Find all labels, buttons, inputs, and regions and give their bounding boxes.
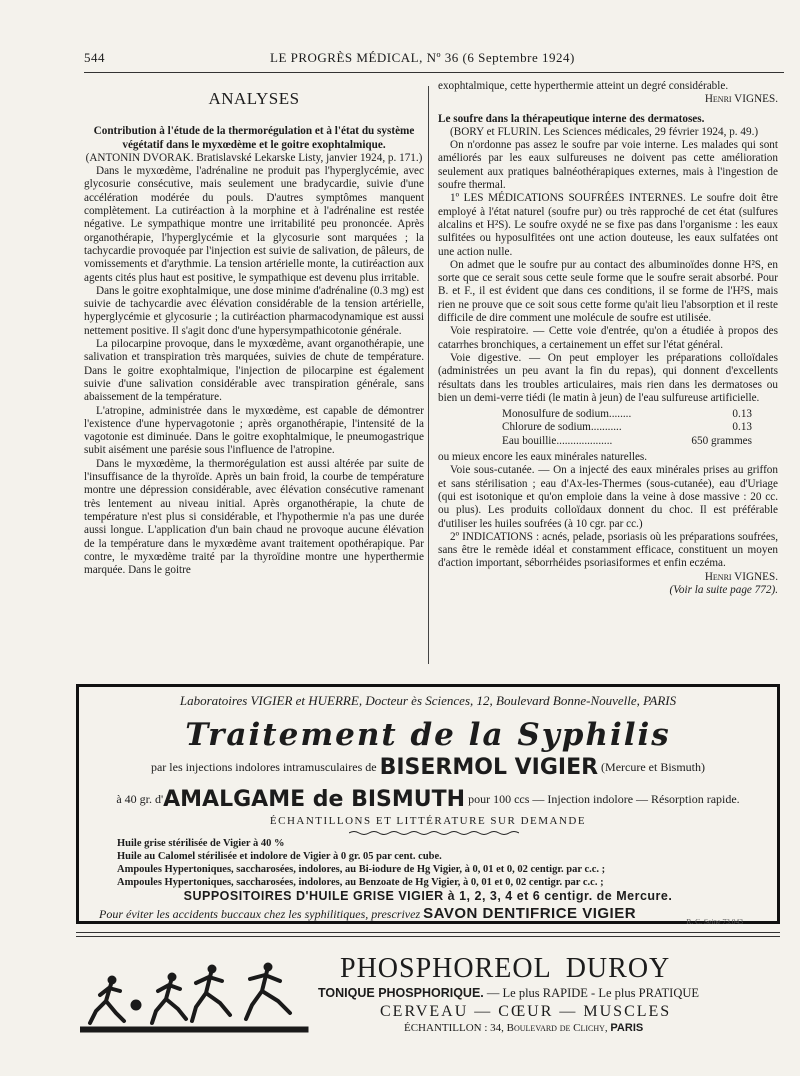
separator-rule bbox=[76, 932, 780, 933]
ad-duroy-title bbox=[340, 953, 670, 985]
article-title-thermoregulation: Contribution à l'étude de la thermorégulation et à l'état du système végétatif dans le myxœdème et le goitre exophtalmique. bbox=[93, 125, 415, 151]
ad-laboratory-line: Laboratoires VIGIER et HUERRE, Docteur ès Sciences, 12, Boulevard Bonne-Nouvelle, PARIS bbox=[179, 693, 677, 708]
paragraph: Voie digestive. — On peut employer les préparations colloïdales (administrées un peu avant la fin du repas), qui donnent d'excellents résultats dans les troubles articulaires, mais rien dans les dermatoses ou bien un demi-verre tiédi (le matin à jeun) de l'eau sulfureuse artificielle. bbox=[438, 351, 778, 404]
section-title: ANALYSES bbox=[208, 89, 300, 108]
product-item: Huile grise stérilisée de Vigier à 40 % bbox=[117, 838, 285, 849]
registration-code: R. C. Seine 73.043 bbox=[686, 917, 743, 926]
product-item: Ampoules Hypertoniques, saccharosées, indolores, au Bi-iodure de Hg Vigier, à 0, 01 et 0, 02 centigr. par c.c. ; bbox=[117, 864, 606, 875]
ad-duroy-tagline: TONIQUE PHOSPHORIQUE. — Le plus RAPIDE - Le plus PRATIQUE bbox=[318, 986, 700, 1000]
paragraph: 1º LES MÉDICATIONS SOUFRÉES INTERNES. Le soufre doit être employé à l'état naturel (soufre pur) ou très rapproché de cet état (sulfures alcalins et H²S). Le soufre oxydé ne se fixe pas dans l'organisme : les eaux sulfitées ou hyposulfitées ont une action douteuse, les eaux sulfatées ont une action nulle. bbox=[438, 192, 778, 258]
ad-suppositoires-line: SUPPOSITOIRES D'HUILE GRISE VIGIER à 1, 2, 3, 4 et 6 centigr. de Mercure. bbox=[183, 889, 673, 903]
paragraph: La pilocarpine provoque, dans le myxœdème, avant organothérapie, une salivation et transpiration très marquées, suivies de chute de température. Dans le goitre exophtalmique, l'injection de pilocarpine est également suivie d'une salivation considérable avec transpiration générale, sans abaissement de la température. bbox=[84, 338, 424, 404]
continuation-text: exophtalmique, cette hyperthermie atteint un degré considérable. bbox=[438, 80, 729, 92]
left-column bbox=[84, 86, 424, 577]
right-column bbox=[438, 80, 778, 597]
separator-rule bbox=[76, 936, 780, 937]
paragraph: Dans le myxœdème, la thermorégulation est aussi altérée par suite de l'insuffisance de la thyroïde. Après un bain froid, la courbe de température montre une dépression considérable, avec élévation consécutive ramenant très lentement au niveau initial. Après organothérapie, la chute de température n'est plus si considérable, et l'hypothermie n'a pas une durée aussi longue. L'application d'un bain chaud ne provoque aucune élévation de la température dans le myxœdème avant traitement opothérapique. Par contre, le myxœdème traité par la thyroïdine montre une hyperthermie marquée. Dans le goitre bbox=[84, 457, 424, 577]
brand-bisermol: BISERMOL VIGIER bbox=[379, 755, 599, 780]
ad-amalgame-line: à 40 gr. d'AMALGAME de BISMUTH pour 100 ccs — Injection indolore — Résorption rapide. bbox=[116, 787, 740, 812]
ad-samples-line: ÉCHANTILLONS ET LITTÉRATURE SUR DEMANDE bbox=[269, 815, 587, 827]
ad-product-list bbox=[117, 837, 605, 889]
formula-row: Eau bouillie.................... 650 grammes bbox=[502, 434, 752, 447]
column-divider bbox=[428, 86, 429, 664]
paragraph: On admet que le soufre pur au contact des albuminoïdes donne H²S, en sorte que ce serait sous cette seule forme que le soufre serait absorbé. Pour B. et F., il est évident que dans ces conditions, il se forme de l'H²S, mais rien ne prouve que ce soit sous cette forme qu'ait lieu l'absorption et il reste difficile de dire comment une molécule de soufre est utilisée. bbox=[438, 258, 778, 325]
journal-title: LE PROGRÈS MÉDICAL, Nº 36 (6 Septembre 1924) bbox=[270, 50, 575, 65]
wavy-rule-ornament bbox=[349, 830, 519, 836]
brand-phosphoreol: PHOSPHOREOL bbox=[340, 953, 552, 984]
ad-savon-line: Pour éviter les accidents buccaux chez les syphilitiques, prescrivez SAVON DENTIFRICE VIGIER bbox=[99, 905, 637, 922]
formula-row: Monosulfure de sodium........ 0.13 bbox=[502, 408, 752, 421]
brand-amalgame: AMALGAME de BISMUTH bbox=[163, 787, 466, 812]
product-item: Huile au Calomel stérilisée et indolore de Vigier à 0 gr. 05 par cent. cube. bbox=[117, 851, 442, 862]
advertisement-vigier bbox=[76, 684, 780, 924]
article-title-soufre: Le soufre dans la thérapeutique interne des dermatoses. bbox=[438, 112, 705, 125]
author-signature: Henri VIGNES. bbox=[704, 570, 778, 583]
page-number: 544 bbox=[84, 50, 105, 65]
paragraph: On n'ordonne pas assez le soufre par voie interne. Les malades qui sont améliorés par les eaux sulfureuses ne doivent pas cette amélioration seulement aux pratiques balnéothérapiques externes, mais à l'ingestion de soufre thermal. bbox=[438, 139, 778, 192]
formula-row: Chlorure de sodium........... 0.13 bbox=[502, 421, 752, 434]
ad-headline: Traitement de la Syphilis bbox=[185, 717, 671, 753]
product-item: Ampoules Hypertoniques, saccharosées, indolores, au Benzoate de Hg Vigier, à 0, 01 et 0, 02 centigr. par c.c. ; bbox=[117, 877, 604, 888]
running-head bbox=[84, 50, 774, 70]
paragraph: 2º INDICATIONS : acnés, pelade, psoriasis où les préparations soufrées, sans être le remède idéal et constamment efficace, constituent un moyen d'action important, séborrhéides psoriasiformes et enfin eczéma. bbox=[438, 530, 778, 570]
author-signature: Henri VIGNES. bbox=[704, 93, 778, 106]
paragraph: Voie sous-cutanée. — On a injecté des eaux minérales prises au griffon et sans stérilisation ; eau d'Ax-les-Thermes (sous-cutanée), eau d'Uriage (qui est isotonique et qu'on emploie dans la veine à dose massive : 20 cc. ou plus). Les produits colloïdaux donnent du choc. Il est préférable d'utiliser les huiles soufrées (à 10 cgr. par cc.) bbox=[438, 464, 778, 530]
header-rule bbox=[84, 72, 784, 73]
continued-note: (Voir la suite page 772). bbox=[669, 583, 778, 596]
runners-illustration-icon bbox=[80, 955, 310, 1035]
brand-savon: SAVON DENTIFRICE VIGIER bbox=[423, 905, 637, 922]
ad-duroy-address: ÉCHANTILLON : 34, Boulevard de Clichy, PARIS bbox=[404, 1022, 644, 1034]
paragraph: Dans le myxœdème, l'adrénaline ne produit pas l'hyperglycémie, avec glycosurie consécutive, mais seulement une bradycardie, suivie d'une accélération modérée du pouls. D'autres symptômes manquent complètement. La cutiréaction à la morphine et à l'adrénaline est restée négative. Le sympathique montre une irritabilité peu prononcée. Après organothérapie, l'hyperglycémie et la glycosurie sont marquées ; la tachycardie provoquée par l'injection est suivie de salivation, de pâleurs, de vomissements et d'arythmie. La tension artérielle monte, la cutiréaction aux agents cités plus haut est positive, le sympathique est devenu plus irritable. bbox=[84, 165, 424, 284]
ad-bisermol-line: par les injections indolores intramusculaires de BISERMOL VIGIER (Mercure et Bismuth) bbox=[150, 755, 706, 780]
paragraph: ou mieux encore les eaux minérales naturelles. bbox=[438, 451, 648, 464]
article-citation: (BORY et FLURIN. Les Sciences médicales, 29 février 1924, p. 49.) bbox=[450, 125, 759, 138]
paragraph: Voie respiratoire. — Cette voie d'entrée, qu'on a étudiée à propos des catarrhes bronchiques, a certainement un effet sur l'état général. bbox=[438, 325, 778, 351]
paragraph: L'atropine, administrée dans le myxœdème, est capable de démontrer l'existence d'une hypervagotonie ; après organothérapie, l'intensité de la vagotonie est diminuée. Dans le goitre exophtalmique, le pneumogastrique subit aisément une parésie sous l'influence de l'atropine. bbox=[84, 404, 424, 457]
formula-table bbox=[502, 408, 778, 448]
brand-duroy: DUROY bbox=[565, 953, 671, 984]
paragraph: Dans le goitre exophtalmique, une dose minime d'adrénaline (0.3 mg) est suivie de tachycardie avec élévation considérable de la tension artérielle, hyperglycémie et glycosurie ; la cutiréaction pharmacodynamique est aussi nettement positive. Il s'agit donc d'une hypersympathicotonie générale. bbox=[84, 284, 424, 337]
ad-duroy-organs: CERVEAU — CŒUR — MUSCLES bbox=[380, 1003, 672, 1020]
article-citation: (ANTONIN DVORAK. Bratislavské Lekarske Listy, janvier 1924, p. 171.) bbox=[85, 151, 423, 164]
